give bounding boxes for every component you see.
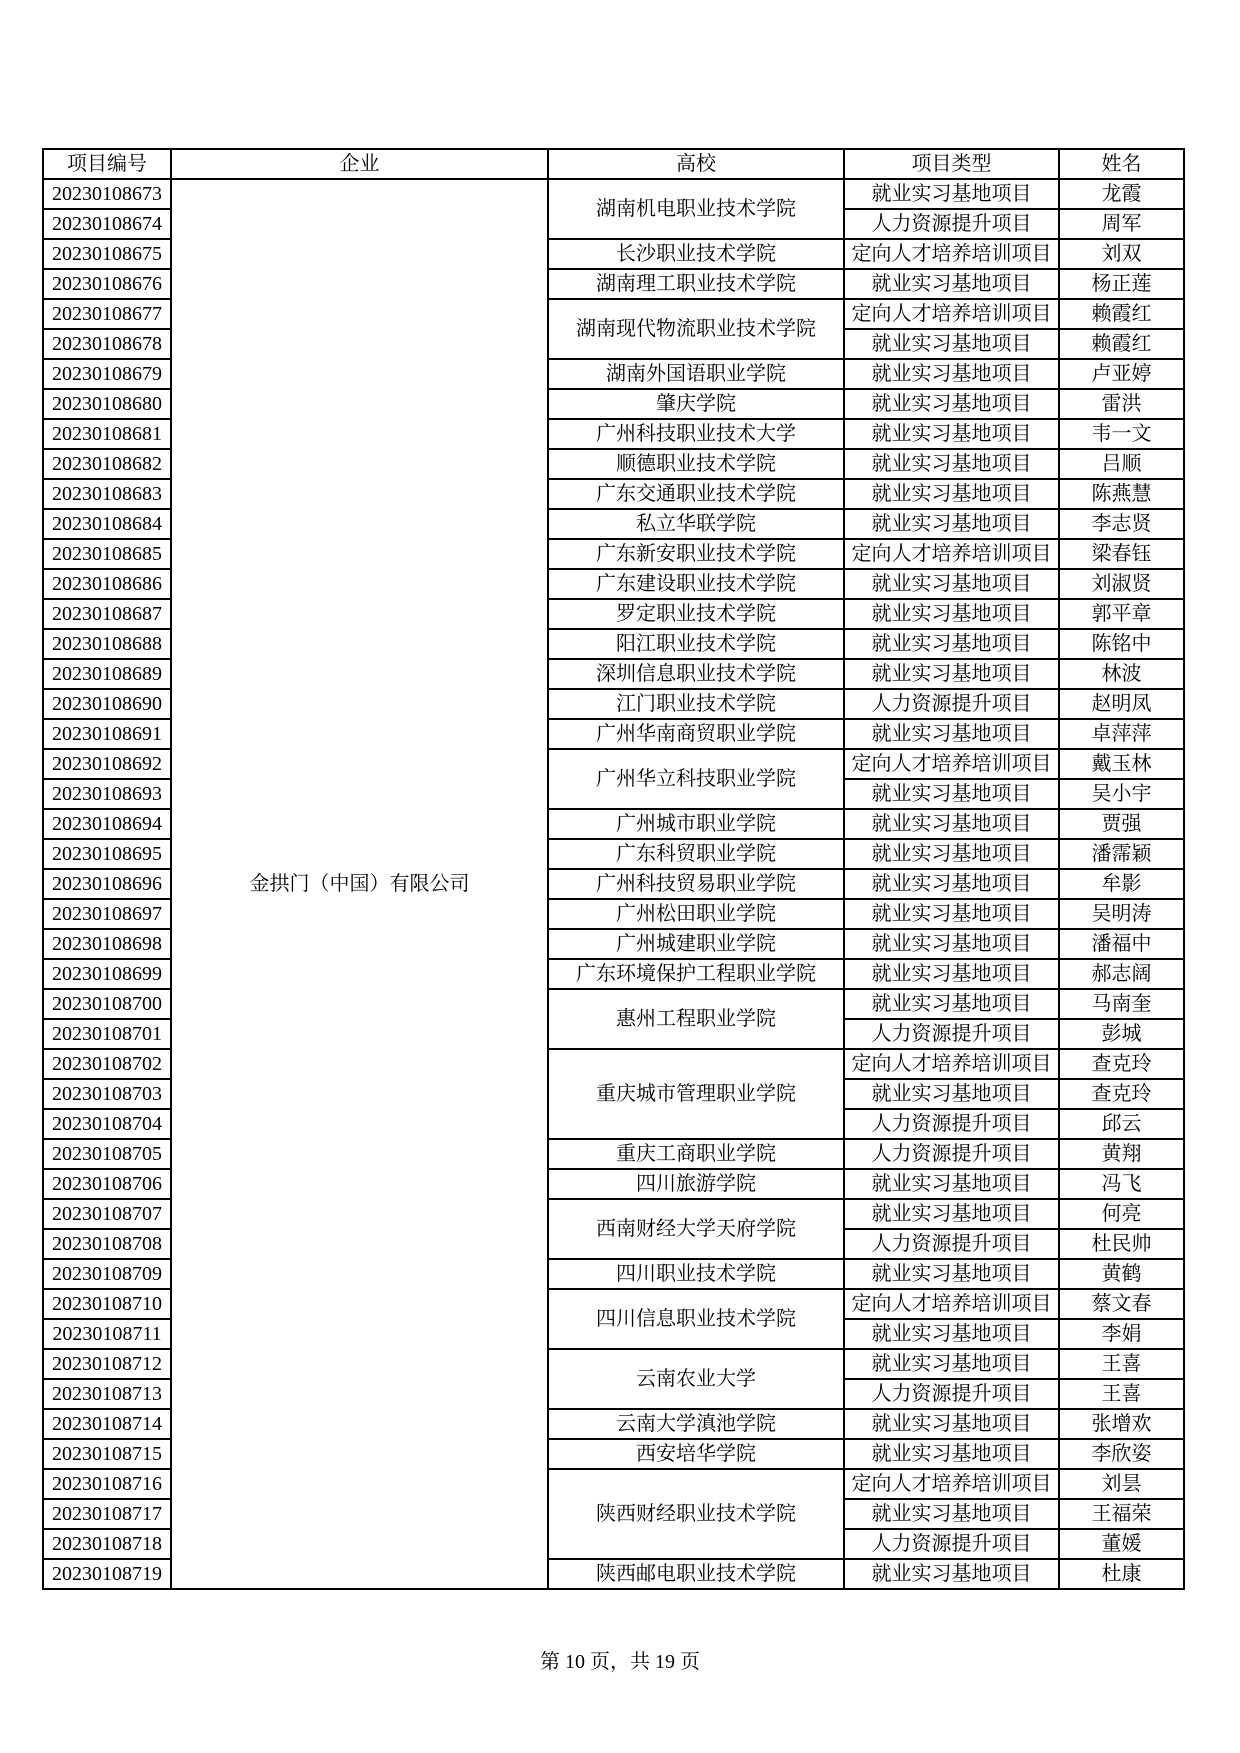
person-name-cell: 雷洪 (1059, 389, 1184, 419)
project-id-cell: 20230108717 (43, 1499, 171, 1529)
university-cell: 湖南理工职业技术学院 (548, 269, 844, 299)
project-id-cell: 20230108718 (43, 1529, 171, 1559)
project-type-cell: 定向人才培养培训项目 (844, 539, 1059, 569)
university-cell: 广州华立科技职业学院 (548, 749, 844, 809)
university-cell: 广州城建职业学院 (548, 929, 844, 959)
person-name-cell: 吴小宇 (1059, 779, 1184, 809)
project-id-cell: 20230108676 (43, 269, 171, 299)
person-name-cell: 黄翔 (1059, 1139, 1184, 1169)
university-cell: 四川职业技术学院 (548, 1259, 844, 1289)
university-cell: 四川旅游学院 (548, 1169, 844, 1199)
project-type-cell: 就业实习基地项目 (844, 1499, 1059, 1529)
project-type-cell: 就业实习基地项目 (844, 959, 1059, 989)
university-cell: 重庆工商职业学院 (548, 1139, 844, 1169)
university-cell: 阳江职业技术学院 (548, 629, 844, 659)
university-cell: 广州城市职业学院 (548, 809, 844, 839)
person-name-cell: 陈燕慧 (1059, 479, 1184, 509)
project-type-cell: 就业实习基地项目 (844, 509, 1059, 539)
project-type-cell: 就业实习基地项目 (844, 809, 1059, 839)
project-type-cell: 人力资源提升项目 (844, 1229, 1059, 1259)
university-cell: 西安培华学院 (548, 1439, 844, 1469)
project-id-cell: 20230108707 (43, 1199, 171, 1229)
project-type-cell: 就业实习基地项目 (844, 269, 1059, 299)
project-type-cell: 就业实习基地项目 (844, 359, 1059, 389)
projects-table (42, 148, 1185, 1590)
person-name-cell: 龙霞 (1059, 179, 1184, 209)
university-cell: 私立华联学院 (548, 509, 844, 539)
person-name-cell: 周军 (1059, 209, 1184, 239)
project-id-cell: 20230108719 (43, 1559, 171, 1589)
project-id-cell: 20230108704 (43, 1109, 171, 1139)
company-cell: 金拱门（中国）有限公司 (171, 179, 548, 1589)
project-id-cell: 20230108705 (43, 1139, 171, 1169)
project-type-cell: 人力资源提升项目 (844, 1379, 1059, 1409)
project-id-cell: 20230108710 (43, 1289, 171, 1319)
project-id-cell: 20230108697 (43, 899, 171, 929)
project-type-cell: 就业实习基地项目 (844, 1259, 1059, 1289)
person-name-cell: 吕顺 (1059, 449, 1184, 479)
project-type-cell: 就业实习基地项目 (844, 629, 1059, 659)
university-cell: 云南农业大学 (548, 1349, 844, 1409)
person-name-cell: 吴明涛 (1059, 899, 1184, 929)
project-type-cell: 就业实习基地项目 (844, 659, 1059, 689)
project-id-cell: 20230108687 (43, 599, 171, 629)
university-cell: 广州科技职业技术大学 (548, 419, 844, 449)
project-type-cell: 就业实习基地项目 (844, 929, 1059, 959)
project-id-cell: 20230108685 (43, 539, 171, 569)
university-cell: 广东环境保护工程职业学院 (548, 959, 844, 989)
project-id-cell: 20230108699 (43, 959, 171, 989)
project-type-cell: 就业实习基地项目 (844, 389, 1059, 419)
project-type-cell: 就业实习基地项目 (844, 449, 1059, 479)
person-name-cell: 蔡文春 (1059, 1289, 1184, 1319)
project-type-cell: 就业实习基地项目 (844, 479, 1059, 509)
university-cell: 顺德职业技术学院 (548, 449, 844, 479)
page-number: 第 10 页，共 19 页 (540, 1651, 700, 1673)
person-name-cell: 韦一文 (1059, 419, 1184, 449)
project-type-cell: 定向人才培养培训项目 (844, 1289, 1059, 1319)
person-name-cell: 马南奎 (1059, 989, 1184, 1019)
person-name-cell: 牟影 (1059, 869, 1184, 899)
project-type-cell: 定向人才培养培训项目 (844, 299, 1059, 329)
project-type-cell: 人力资源提升项目 (844, 209, 1059, 239)
person-name-cell: 刘淑贤 (1059, 569, 1184, 599)
project-id-cell: 20230108673 (43, 179, 171, 209)
project-type-cell: 定向人才培养培训项目 (844, 1049, 1059, 1079)
project-id-cell: 20230108701 (43, 1019, 171, 1049)
project-id-cell: 20230108711 (43, 1319, 171, 1349)
project-id-cell: 20230108689 (43, 659, 171, 689)
project-id-cell: 20230108683 (43, 479, 171, 509)
project-id-cell: 20230108706 (43, 1169, 171, 1199)
project-id-cell: 20230108693 (43, 779, 171, 809)
project-type-cell: 就业实习基地项目 (844, 1559, 1059, 1589)
header-university: 高校 (548, 149, 844, 179)
project-id-cell: 20230108713 (43, 1379, 171, 1409)
project-id-cell: 20230108716 (43, 1469, 171, 1499)
project-id-cell: 20230108696 (43, 869, 171, 899)
project-type-cell: 就业实习基地项目 (844, 1409, 1059, 1439)
project-type-cell: 就业实习基地项目 (844, 1199, 1059, 1229)
project-type-cell: 就业实习基地项目 (844, 869, 1059, 899)
project-id-cell: 20230108700 (43, 989, 171, 1019)
project-id-cell: 20230108694 (43, 809, 171, 839)
table-row (43, 179, 1184, 209)
university-cell: 广东交通职业技术学院 (548, 479, 844, 509)
project-type-cell: 定向人才培养培训项目 (844, 239, 1059, 269)
project-type-cell: 就业实习基地项目 (844, 779, 1059, 809)
person-name-cell: 卢亚婷 (1059, 359, 1184, 389)
project-id-cell: 20230108698 (43, 929, 171, 959)
university-cell: 罗定职业技术学院 (548, 599, 844, 629)
person-name-cell: 董媛 (1059, 1529, 1184, 1559)
person-name-cell: 王福荣 (1059, 1499, 1184, 1529)
project-type-cell: 人力资源提升项目 (844, 1109, 1059, 1139)
person-name-cell: 郭平章 (1059, 599, 1184, 629)
person-name-cell: 陈铭中 (1059, 629, 1184, 659)
person-name-cell: 林波 (1059, 659, 1184, 689)
project-type-cell: 就业实习基地项目 (844, 569, 1059, 599)
projects-table-body (43, 179, 1184, 1589)
project-id-cell: 20230108682 (43, 449, 171, 479)
university-cell: 广州华南商贸职业学院 (548, 719, 844, 749)
person-name-cell: 黄鹤 (1059, 1259, 1184, 1289)
project-type-cell: 就业实习基地项目 (844, 1079, 1059, 1109)
person-name-cell: 杜康 (1059, 1559, 1184, 1589)
project-id-cell: 20230108677 (43, 299, 171, 329)
person-name-cell: 邱云 (1059, 1109, 1184, 1139)
university-cell: 惠州工程职业学院 (548, 989, 844, 1049)
project-type-cell: 就业实习基地项目 (844, 1439, 1059, 1469)
person-name-cell: 李娟 (1059, 1319, 1184, 1349)
project-type-cell: 就业实习基地项目 (844, 719, 1059, 749)
person-name-cell: 赖霞红 (1059, 299, 1184, 329)
header-project-type: 项目类型 (844, 149, 1059, 179)
university-cell: 长沙职业技术学院 (548, 239, 844, 269)
project-id-cell: 20230108674 (43, 209, 171, 239)
person-name-cell: 卓萍萍 (1059, 719, 1184, 749)
header-company: 企业 (171, 149, 548, 179)
project-id-cell: 20230108681 (43, 419, 171, 449)
project-id-cell: 20230108675 (43, 239, 171, 269)
header-project-id: 项目编号 (43, 149, 171, 179)
university-cell: 广东科贸职业学院 (548, 839, 844, 869)
university-cell: 广州松田职业学院 (548, 899, 844, 929)
person-name-cell: 潘霈颖 (1059, 839, 1184, 869)
university-cell: 肇庆学院 (548, 389, 844, 419)
project-id-cell: 20230108686 (43, 569, 171, 599)
person-name-cell: 刘昙 (1059, 1469, 1184, 1499)
project-type-cell: 人力资源提升项目 (844, 689, 1059, 719)
project-id-cell: 20230108702 (43, 1049, 171, 1079)
university-cell: 重庆城市管理职业学院 (548, 1049, 844, 1139)
header-name: 姓名 (1059, 149, 1184, 179)
table-header-row (43, 149, 1184, 179)
project-id-cell: 20230108688 (43, 629, 171, 659)
person-name-cell: 王喜 (1059, 1379, 1184, 1409)
project-type-cell: 就业实习基地项目 (844, 899, 1059, 929)
university-cell: 云南大学滇池学院 (548, 1409, 844, 1439)
person-name-cell: 冯飞 (1059, 1169, 1184, 1199)
university-cell: 广州科技贸易职业学院 (548, 869, 844, 899)
person-name-cell: 戴玉林 (1059, 749, 1184, 779)
person-name-cell: 潘福中 (1059, 929, 1184, 959)
project-id-cell: 20230108714 (43, 1409, 171, 1439)
project-type-cell: 人力资源提升项目 (844, 1019, 1059, 1049)
university-cell: 湖南外国语职业学院 (548, 359, 844, 389)
project-id-cell: 20230108684 (43, 509, 171, 539)
project-id-cell: 20230108692 (43, 749, 171, 779)
project-id-cell: 20230108690 (43, 689, 171, 719)
university-cell: 深圳信息职业技术学院 (548, 659, 844, 689)
person-name-cell: 梁春钰 (1059, 539, 1184, 569)
university-cell: 四川信息职业技术学院 (548, 1289, 844, 1349)
project-type-cell: 就业实习基地项目 (844, 179, 1059, 209)
project-id-cell: 20230108709 (43, 1259, 171, 1289)
project-id-cell: 20230108680 (43, 389, 171, 419)
project-type-cell: 就业实习基地项目 (844, 989, 1059, 1019)
university-cell: 湖南现代物流职业技术学院 (548, 299, 844, 359)
university-cell: 江门职业技术学院 (548, 689, 844, 719)
project-id-cell: 20230108695 (43, 839, 171, 869)
project-id-cell: 20230108691 (43, 719, 171, 749)
project-type-cell: 定向人才培养培训项目 (844, 1469, 1059, 1499)
person-name-cell: 王喜 (1059, 1349, 1184, 1379)
project-type-cell: 就业实习基地项目 (844, 419, 1059, 449)
project-id-cell: 20230108712 (43, 1349, 171, 1379)
person-name-cell: 彭城 (1059, 1019, 1184, 1049)
university-cell: 湖南机电职业技术学院 (548, 179, 844, 239)
project-type-cell: 定向人才培养培训项目 (844, 749, 1059, 779)
person-name-cell: 刘双 (1059, 239, 1184, 269)
university-cell: 陕西财经职业技术学院 (548, 1469, 844, 1559)
project-id-cell: 20230108715 (43, 1439, 171, 1469)
person-name-cell: 张增欢 (1059, 1409, 1184, 1439)
university-cell: 广东新安职业技术学院 (548, 539, 844, 569)
person-name-cell: 杨正莲 (1059, 269, 1184, 299)
person-name-cell: 郝志阔 (1059, 959, 1184, 989)
project-type-cell: 人力资源提升项目 (844, 1139, 1059, 1169)
project-type-cell: 就业实习基地项目 (844, 839, 1059, 869)
person-name-cell: 李志贤 (1059, 509, 1184, 539)
person-name-cell: 查克玲 (1059, 1049, 1184, 1079)
person-name-cell: 李欣姿 (1059, 1439, 1184, 1469)
person-name-cell: 查克玲 (1059, 1079, 1184, 1109)
project-type-cell: 就业实习基地项目 (844, 329, 1059, 359)
person-name-cell: 何亮 (1059, 1199, 1184, 1229)
university-cell: 广东建设职业技术学院 (548, 569, 844, 599)
project-id-cell: 20230108708 (43, 1229, 171, 1259)
person-name-cell: 杜民帅 (1059, 1229, 1184, 1259)
project-type-cell: 就业实习基地项目 (844, 1349, 1059, 1379)
project-type-cell: 就业实习基地项目 (844, 599, 1059, 629)
project-type-cell: 人力资源提升项目 (844, 1529, 1059, 1559)
project-type-cell: 就业实习基地项目 (844, 1169, 1059, 1199)
university-cell: 西南财经大学天府学院 (548, 1199, 844, 1259)
project-id-cell: 20230108678 (43, 329, 171, 359)
person-name-cell: 赖霞红 (1059, 329, 1184, 359)
project-type-cell: 就业实习基地项目 (844, 1319, 1059, 1349)
person-name-cell: 赵明凤 (1059, 689, 1184, 719)
project-id-cell: 20230108679 (43, 359, 171, 389)
project-id-cell: 20230108703 (43, 1079, 171, 1109)
person-name-cell: 贾强 (1059, 809, 1184, 839)
university-cell: 陕西邮电职业技术学院 (548, 1559, 844, 1589)
